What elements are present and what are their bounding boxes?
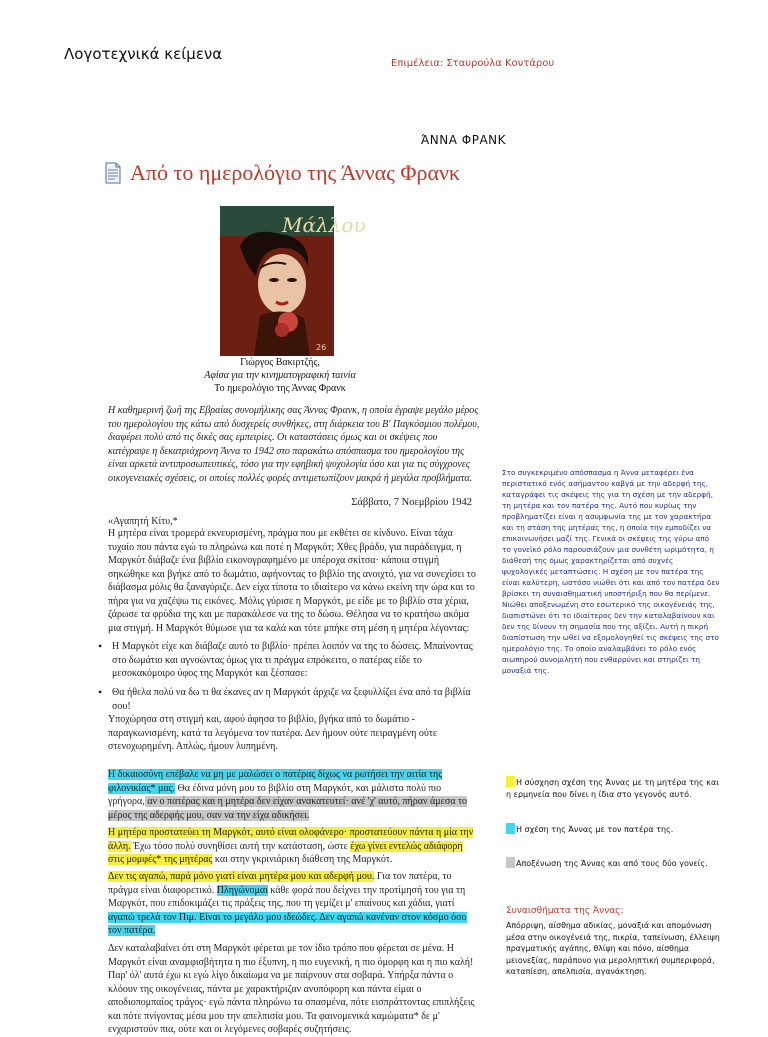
bullet-icon: •: [98, 639, 103, 653]
text-span: Θα έδινα μόνη μου το βιβλίο στη Μαργκότ, και μάλιστα πολύ πιο γρήγορα,: [108, 782, 442, 807]
father-highlight: αγαπώ τρελά τον Πιμ. Είναι το μεγάλο μου ιδεώδες. Δεν αγαπώ κανέναν στον κόσμο όσο τον πατέρα.: [108, 911, 467, 936]
mother-highlight: Δεν τις αγαπώ, παρά μόνο γιατί είναι μητέρα μου και αδερφή μου.: [108, 871, 375, 882]
list-item: [98, 640, 476, 681]
father-highlight: Η δικαιοσύνη επέβαλε να μη με μαλώσει ο πατέρας δίχως να ρωτήσει την αιτία της φιλονικίας* μας.: [108, 769, 443, 794]
list-item-text: Θα ήθελα πολύ να δω τι θα έκανες αν η Μαργκότ άρχιζε να ξεφυλλίζει ένα από τα βιβλία σου!: [112, 687, 471, 712]
document-icon: [104, 162, 122, 184]
title-row: [104, 160, 460, 186]
legend-text: Η σύσχηση σχέση της Άννας με τη μητέρα της και η ερμηνεία που δίνει η ίδια στο γεγονός αυτό.: [506, 778, 719, 799]
text-span: κάθε φορά που δείχνει την προτίμησή του για τη Μαργκότ, που επιδοκιμάζει τις πράξεις της, που τη γεμίζει μ' επαίνους και χάδια, γιατί: [108, 884, 466, 909]
mother-highlight: έχω γίνει εντελώς αδιάφορη στις μομφές* της μητέρας: [108, 840, 463, 865]
bullet-icon: •: [98, 685, 103, 699]
image-caption: [180, 356, 380, 395]
text-span: και στην γκρινιάρικη διάθεση της Μαργκότ.: [212, 854, 393, 865]
diary-paragraph-1: Η μητέρα είναι τρομερά εκνευρισμένη, πράγμα που με εκθέτει σε κίνδυνο. Είναι τάχα τυχαίο που πάντα εγώ το πληρώνω και ποτέ η Μαργκότ; Χθες βράδυ, για παράδειγμα, η Μαργκότ διάβαζε ένα βιβλίο εικονογραφημένο με υπέροχα σκίτσα· κάποια στιγμή σηκώθηκε και βγήκε από το δωμάτιο, αφήνοντας το βιβλίο της ανοιχτό, για να συνεχίσει το διάβασμα μόλις θα ξαναγύριζε. Δεν είχα τίποτα το ιδιαίτερο να κάνω εκείνη την ώρα και το πήρα για να χαζέψω τις εικόνες. Μόλις γύρισε η Μαργκότ, με είδε με το βιβλίο στα χέρια, ζάρωσε τα φρύδια της και με παρακάλεσε να της το δώσω. Θέλησα να το κρατήσω ακόμα μια στιγμή. Η Μαργκότ θύμωσε για τα καλά και τότε μπήκε στη μέση η μητέρα λέγοντας:: [108, 528, 476, 634]
diary-paragraph-4: [108, 826, 480, 867]
page-title: Από το ημερολόγιο της Άννας Φρανκ: [130, 160, 461, 185]
legend-swatch: [506, 776, 515, 787]
author-name: ΆΝΝΑ ΦΡΑΝΚ: [421, 133, 507, 147]
movie-poster-image: [220, 206, 366, 356]
svg-text:26: 26: [316, 343, 327, 352]
list-item-text: Η Μαργκότ είχε και διάβαζε αυτό το βιβλίο· πρέπει λοιπόν να της το δώσεις. Μπαίνοντας στο δωμάτιο και αγνοώντας όμως για τι πράγμα επρόκειτο, ο πατέρας είδε το μεσοκακόμοιρο ύφος της Μαργκότ και ξέσπασε:: [112, 641, 473, 679]
poster-illustration: [220, 206, 366, 356]
text-span: Για τον πατέρα, το πράγμα είναι διαφορετικό.: [108, 871, 452, 896]
legend-swatch: [506, 857, 515, 868]
caption-source: Το ημερολόγιο της Άννας Φρανκ: [214, 383, 346, 394]
legend-text: Η σχέση της Άννας με τον πατέρα της.: [516, 825, 674, 834]
editor-credit: Επιμέλεια: Σταυρούλα Κοντάρου: [391, 58, 555, 69]
diary-paragraph-5: [108, 870, 480, 938]
text-span: Έχω τόσο πολύ συνηθίσει αυτή την κατάσταση, ώστε: [130, 840, 351, 852]
father-highlight: Πληγώνομαι: [216, 884, 268, 896]
section-title: Λογοτεχνικά κείμενα: [64, 45, 223, 63]
diary-paragraph-3: [108, 768, 480, 822]
legend-item-alienation: [506, 857, 720, 870]
legend-text: Αποξένωση της Άννας και από τους δύο γονείς.: [516, 859, 708, 868]
poster-logo-text: Μάλλου: [282, 213, 366, 237]
commentary-note: Στο συγκεκριμένο απόσπασμα η Άννα μεταφέρει ένα περιστατικό ενός ασήμαντου καβγά με την αδερφή της, καταγράφει τις σκέψεις της για τη σχέση με την αδερφή, τη μητέρα και τον πατέρα της. Αυτό που κυρίως την προβληματίζει είναι η ασυμφωνία της με τον χαρακτήρα και τη στάση της μητέρας της, η οποία την εμποδίζει να επικοινωνήσει μαζί της. Γενικά οι σκέψεις της γύρω από το γονεϊκό ρόλο παρουσιάζουν μια συνθέτη ωριμότητα, η διάθεσή της όμως χαρακτηρίζεται από συχνές ψυχολογικές μεταπτώσεις. Η σχέση με τον πατέρα της είναι καλύτερη, ωστόσο νιώθει ότι και από τον πατέρα δεν βρίσκει τη συναισθηματική υποστήριξη που θα περίμενε. Νιώθει αποξενωμένη στο εσωτερικό της οικογένειάς της, διαπιστώνει ότι το ιδιαίτερος δεν την καταλαβαίνουν και δεν της δίνουν τη σημασία που της αξίζει. Αυτή η πικρή διαπίστωση την ωθεί να εξομολογηθεί τις σκέψεις της στο ημερολόγιο της. Το οποίο αναλαμβάνει το ρόλο ενός σιωπηρού συνομιλητή που ενθαρρύνει και στηρίζει τη μοναξιά της.: [502, 468, 720, 675]
caption-work: Αφίσα για την κινηματογραφική ταινία: [204, 370, 356, 381]
diary-greeting: «Αγαπητή Κίτυ,*: [108, 516, 178, 527]
diary-paragraph-2: Υποχώρησα στη στιγμή και, αφού άφησα το βιβλίο, βγήκα από το δωμάτιο - παραγκωνισμένη, κατά τα λεγόμενα τον πατέρα. Δεν ήμουν ούτε πειραγμένη ούτε στενοχωρημένη. Απλώς, ήμουν λυπημένη.: [108, 714, 438, 752]
diary-paragraph-6: Δεν καταλαβαίνει ότι στη Μαργκότ φέρεται με τον ίδιο τρόπο που φέρεται σε μένα. Η Μαργκότ είναι αναμφισβήτητα η πιο έξυπνη, η πιο ευγενική, η πιο όμορφη και η πιο καλή! Παρ' όλ' αυτά έχω κι εγώ λίγο δικαίωμα να με παίρνουν στα σοβαρά. Υπήρξα πάντα ο κλόουν της οικογένειας, πάντα με χαρακτήριζαν ανυπόφορη και πάντα είμαι ο αποδιοπομπαίος τράγος· εγώ πάντα πληρώνω τα σπασμένα, πότε εισπράττοντας επιπλήξεις και πότε πνίγοντας μέσα μου την απελπισία μου. Τα φαινομενικά καμώματα* δε μ' ενχαριστούν πια, ούτε και οι λεγόμενες σοβαρές συζητήσεις.: [108, 943, 475, 1035]
legend-swatch: [506, 823, 515, 834]
diary-date: Σάββατο, 7 Νοεμβρίου 1942: [351, 497, 472, 508]
legend-item-father: [506, 823, 720, 836]
feelings-heading: Συναισθήματα της Άννας:: [506, 906, 624, 916]
caption-artist: Γιώργος Βακιρτζής,: [240, 357, 320, 368]
mother-highlight: Η μητέρα προστατεύει τη Μαργκότ, αυτό είναι ολοφάνερο· προστατεύουν πάντα η μία την άλλη.: [108, 827, 474, 852]
intro-paragraph: Η καθημερινή ζωή της Εβραίας συνομήλικης σας Άννας Φρανκ, η οποία έγραψε μεγάλο μέρος του ημερολογίου της κάτω από δυσχερείς συνθήκες, στη διάρκεια του Β' Παγκόσμιου πολέμου, διαφέρει πολύ από τις δικές σας εμπειρίες. Οι καταστάσεις όμως και οι σκέψεις που κατέγραψε η δεκατριάχρονη Άννα το 1942 στο παρακάτω απόσπασμα του ημερολογίου της είναι αρκετά αντιπροσωπευτικές, τόσο για την εφηβική ψυχολογία όσο και για τις σύγχρονες οικογενειακές σχέσεις, οι οποίες πολλές φορές αντιμετωπίζουν μακρά ή μεγάλα προβλήματα.: [108, 405, 480, 484]
alienation-highlight: αν ο πατέρας και η μητέρα δεν είχαν ανακατευτεί· ανέ 'χ' αυτό, πήραν άμεσα το μέρος της αδερφής μου, σαν να την είχα αδικήσει.: [108, 796, 467, 821]
feelings-text: Απόρριψη, αίσθημα αδικίας, μοναξιά και απομόνωση μέσα στην οικογένειά της, πικρία, ταπείνωση, έλλειψη πραγματικής αγάπης, θλίψη και πόνο, αίσθημα μειονεξίας, παράπονο για μεροληπτική συμπεριφορά, καταπίεση, απελπισία, αγανάκτηση.: [506, 921, 720, 976]
list-item: [98, 686, 476, 713]
legend-item-mother: [506, 776, 720, 801]
